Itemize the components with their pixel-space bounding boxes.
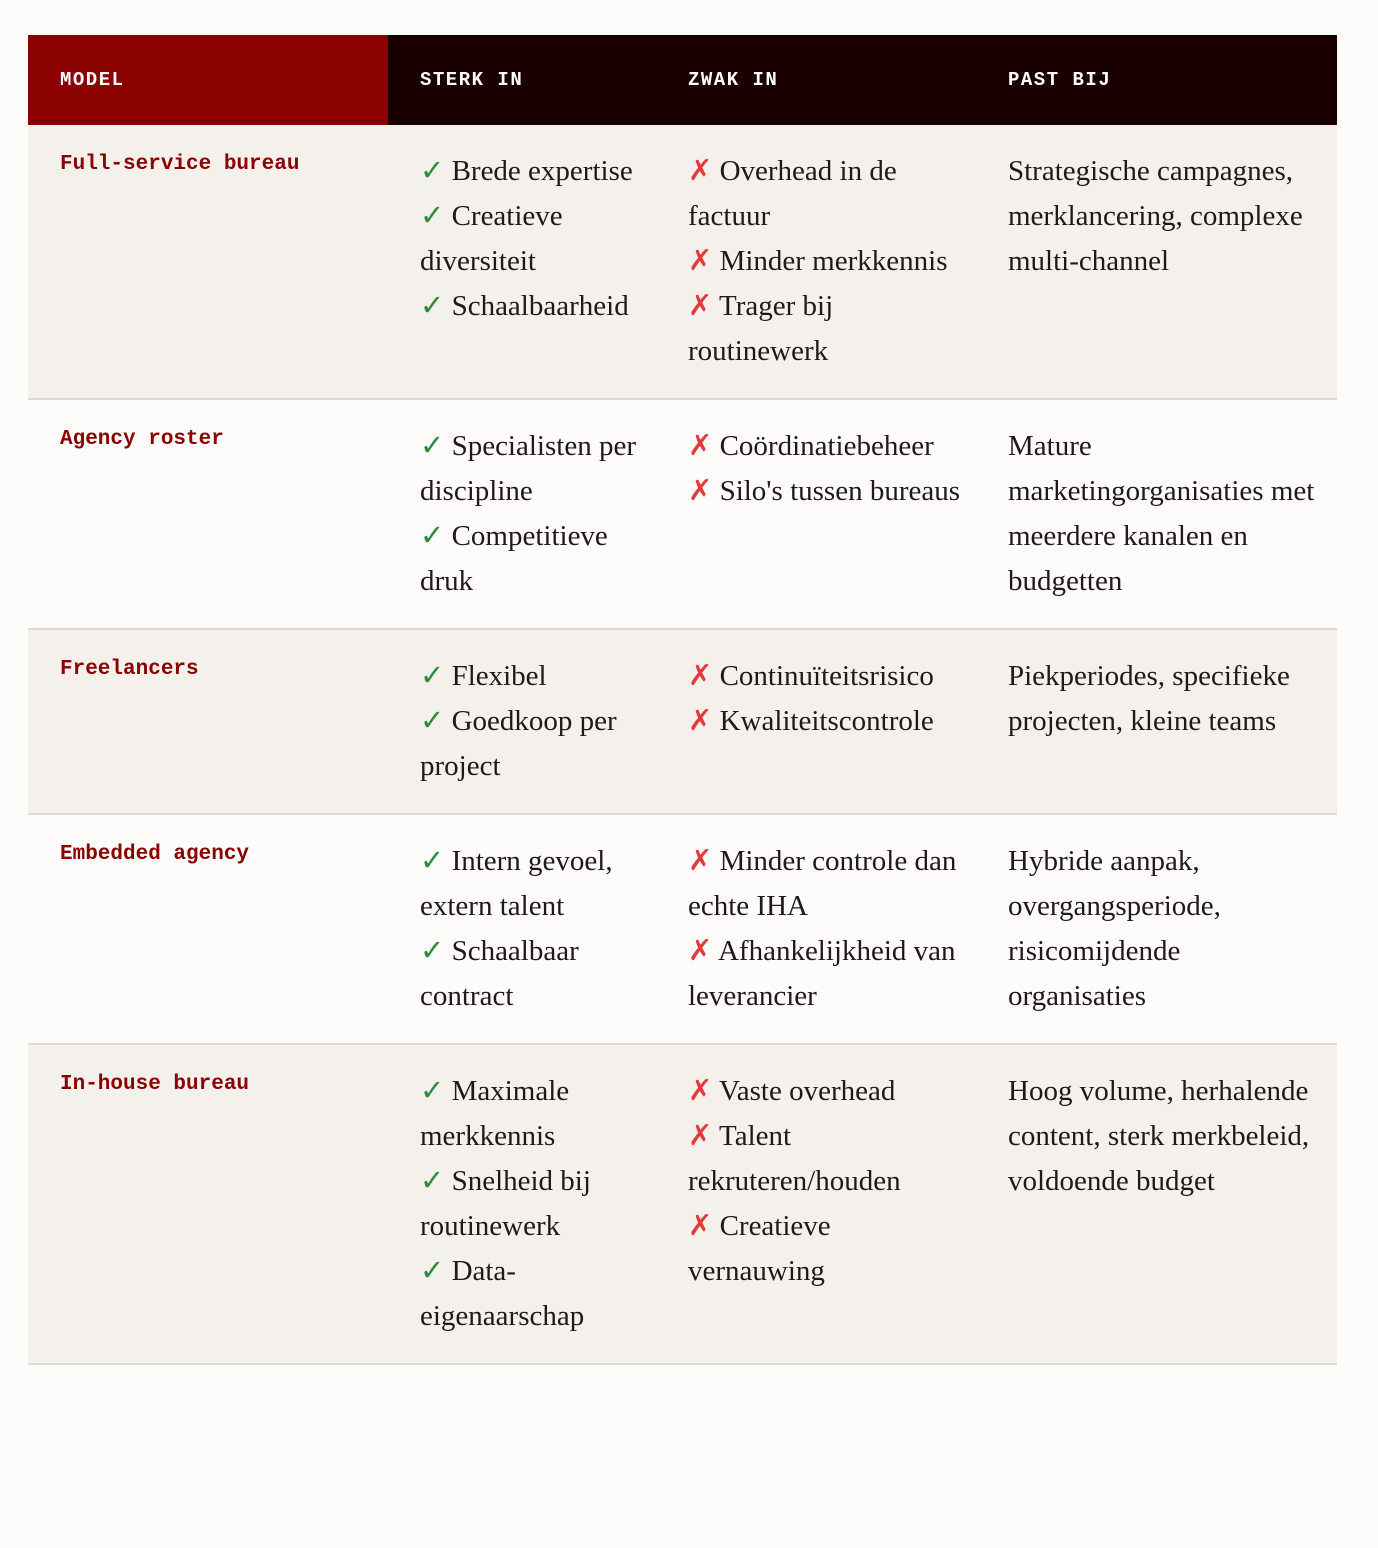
list-item	[420, 514, 644, 604]
table-row	[28, 125, 1337, 399]
list-item	[420, 194, 644, 284]
header-model: MODEL	[28, 35, 388, 125]
list-item	[420, 1159, 644, 1249]
fits-cell: Hybride aanpak, overgangsperiode, risicomijdende organisaties	[976, 814, 1337, 1044]
header-weak: ZWAK IN	[656, 35, 976, 125]
check-icon: ✓	[420, 660, 445, 692]
item-text: Minder controle dan echte IHA	[688, 845, 957, 922]
cross-icon: ✗	[688, 660, 713, 692]
item-text: Creatieve diversiteit	[420, 200, 563, 277]
item-text: Intern gevoel, extern talent	[420, 845, 613, 922]
list-item	[688, 699, 964, 744]
model-name: In-house bureau	[28, 1044, 388, 1364]
weaknesses-cell	[656, 1044, 976, 1364]
check-icon: ✓	[420, 845, 445, 877]
check-icon: ✓	[420, 1255, 445, 1287]
strengths-cell	[388, 1044, 656, 1364]
item-text: Creatieve vernauwing	[688, 1210, 831, 1287]
weaknesses-cell	[656, 814, 976, 1044]
table-row	[28, 814, 1337, 1044]
item-text: Coördinatiebeheer	[719, 430, 934, 462]
item-text: Competitieve druk	[420, 520, 608, 597]
weaknesses-cell	[656, 125, 976, 399]
item-text: Data-eigenaarschap	[420, 1255, 585, 1332]
fits-cell: Hoog volume, herhalende content, sterk merkbeleid, voldoende budget	[976, 1044, 1337, 1364]
list-item	[688, 1204, 964, 1294]
table-body	[28, 125, 1337, 1364]
weaknesses-cell	[656, 629, 976, 814]
item-text: Maximale merkkennis	[420, 1075, 570, 1152]
list-item	[420, 839, 644, 929]
header-row	[28, 35, 1337, 125]
list-item	[420, 699, 644, 789]
check-icon: ✓	[420, 1075, 445, 1107]
item-text: Specialisten per discipline	[420, 430, 636, 507]
cross-icon: ✗	[688, 475, 713, 507]
cross-icon: ✗	[688, 845, 713, 877]
list-item	[688, 839, 964, 929]
list-item	[688, 469, 964, 514]
list-item	[420, 1249, 644, 1339]
fits-cell: Piekperiodes, specifieke projecten, kleine teams	[976, 629, 1337, 814]
model-name: Embedded agency	[28, 814, 388, 1044]
cross-icon: ✗	[688, 1120, 713, 1152]
check-icon: ✓	[420, 290, 445, 322]
item-text: Minder merkkennis	[719, 245, 948, 277]
check-icon: ✓	[420, 200, 445, 232]
strengths-cell	[388, 814, 656, 1044]
list-item	[688, 1069, 964, 1114]
item-text: Kwaliteitscontrole	[719, 705, 934, 737]
list-item	[420, 149, 644, 194]
list-item	[420, 424, 644, 514]
list-item	[688, 424, 964, 469]
item-text: Overhead in de factuur	[688, 155, 897, 232]
table-row	[28, 629, 1337, 814]
check-icon: ✓	[420, 520, 445, 552]
item-text: Silo's tussen bureaus	[719, 475, 961, 507]
fits-cell: Mature marketingorganisaties met meerdere kanalen en budgetten	[976, 399, 1337, 629]
item-text: Vaste overhead	[719, 1075, 896, 1107]
list-item	[420, 654, 644, 699]
item-text: Schaalbaar contract	[420, 935, 579, 1012]
agency-model-comparison-table	[28, 35, 1337, 1365]
strengths-cell	[388, 629, 656, 814]
table-header	[28, 35, 1337, 125]
list-item	[688, 929, 964, 1019]
model-name: Full-service bureau	[28, 125, 388, 399]
model-name: Agency roster	[28, 399, 388, 629]
check-icon: ✓	[420, 430, 445, 462]
cross-icon: ✗	[688, 245, 713, 277]
cross-icon: ✗	[688, 705, 713, 737]
list-item	[420, 1069, 644, 1159]
header-fits: PAST BIJ	[976, 35, 1337, 125]
list-item	[688, 239, 964, 284]
item-text: Afhankelijkheid van leverancier	[688, 935, 956, 1012]
item-text: Flexibel	[451, 660, 547, 692]
cross-icon: ✗	[688, 1075, 713, 1107]
check-icon: ✓	[420, 935, 445, 967]
model-name: Freelancers	[28, 629, 388, 814]
strengths-cell	[388, 399, 656, 629]
item-text: Talent rekruteren/houden	[688, 1120, 901, 1197]
list-item	[420, 929, 644, 1019]
strengths-cell	[388, 125, 656, 399]
cross-icon: ✗	[688, 290, 713, 322]
cross-icon: ✗	[688, 935, 713, 967]
table-row	[28, 1044, 1337, 1364]
check-icon: ✓	[420, 1165, 445, 1197]
header-strong: STERK IN	[388, 35, 656, 125]
item-text: Continuïteitsrisico	[719, 660, 934, 692]
fits-cell: Strategische campagnes, merklancering, complexe multi-channel	[976, 125, 1337, 399]
cross-icon: ✗	[688, 155, 713, 187]
item-text: Goedkoop per project	[420, 705, 617, 782]
item-text: Schaalbaarheid	[451, 290, 629, 322]
check-icon: ✓	[420, 705, 445, 737]
list-item	[688, 1114, 964, 1204]
list-item	[688, 654, 964, 699]
list-item	[420, 284, 644, 329]
item-text: Trager bij routinewerk	[688, 290, 834, 367]
check-icon: ✓	[420, 155, 445, 187]
cross-icon: ✗	[688, 1210, 713, 1242]
table-row	[28, 399, 1337, 629]
list-item	[688, 149, 964, 239]
item-text: Brede expertise	[451, 155, 633, 187]
cross-icon: ✗	[688, 430, 713, 462]
comparison-table-wrapper	[28, 35, 1337, 1365]
weaknesses-cell	[656, 399, 976, 629]
list-item	[688, 284, 964, 374]
item-text: Snelheid bij routinewerk	[420, 1165, 591, 1242]
